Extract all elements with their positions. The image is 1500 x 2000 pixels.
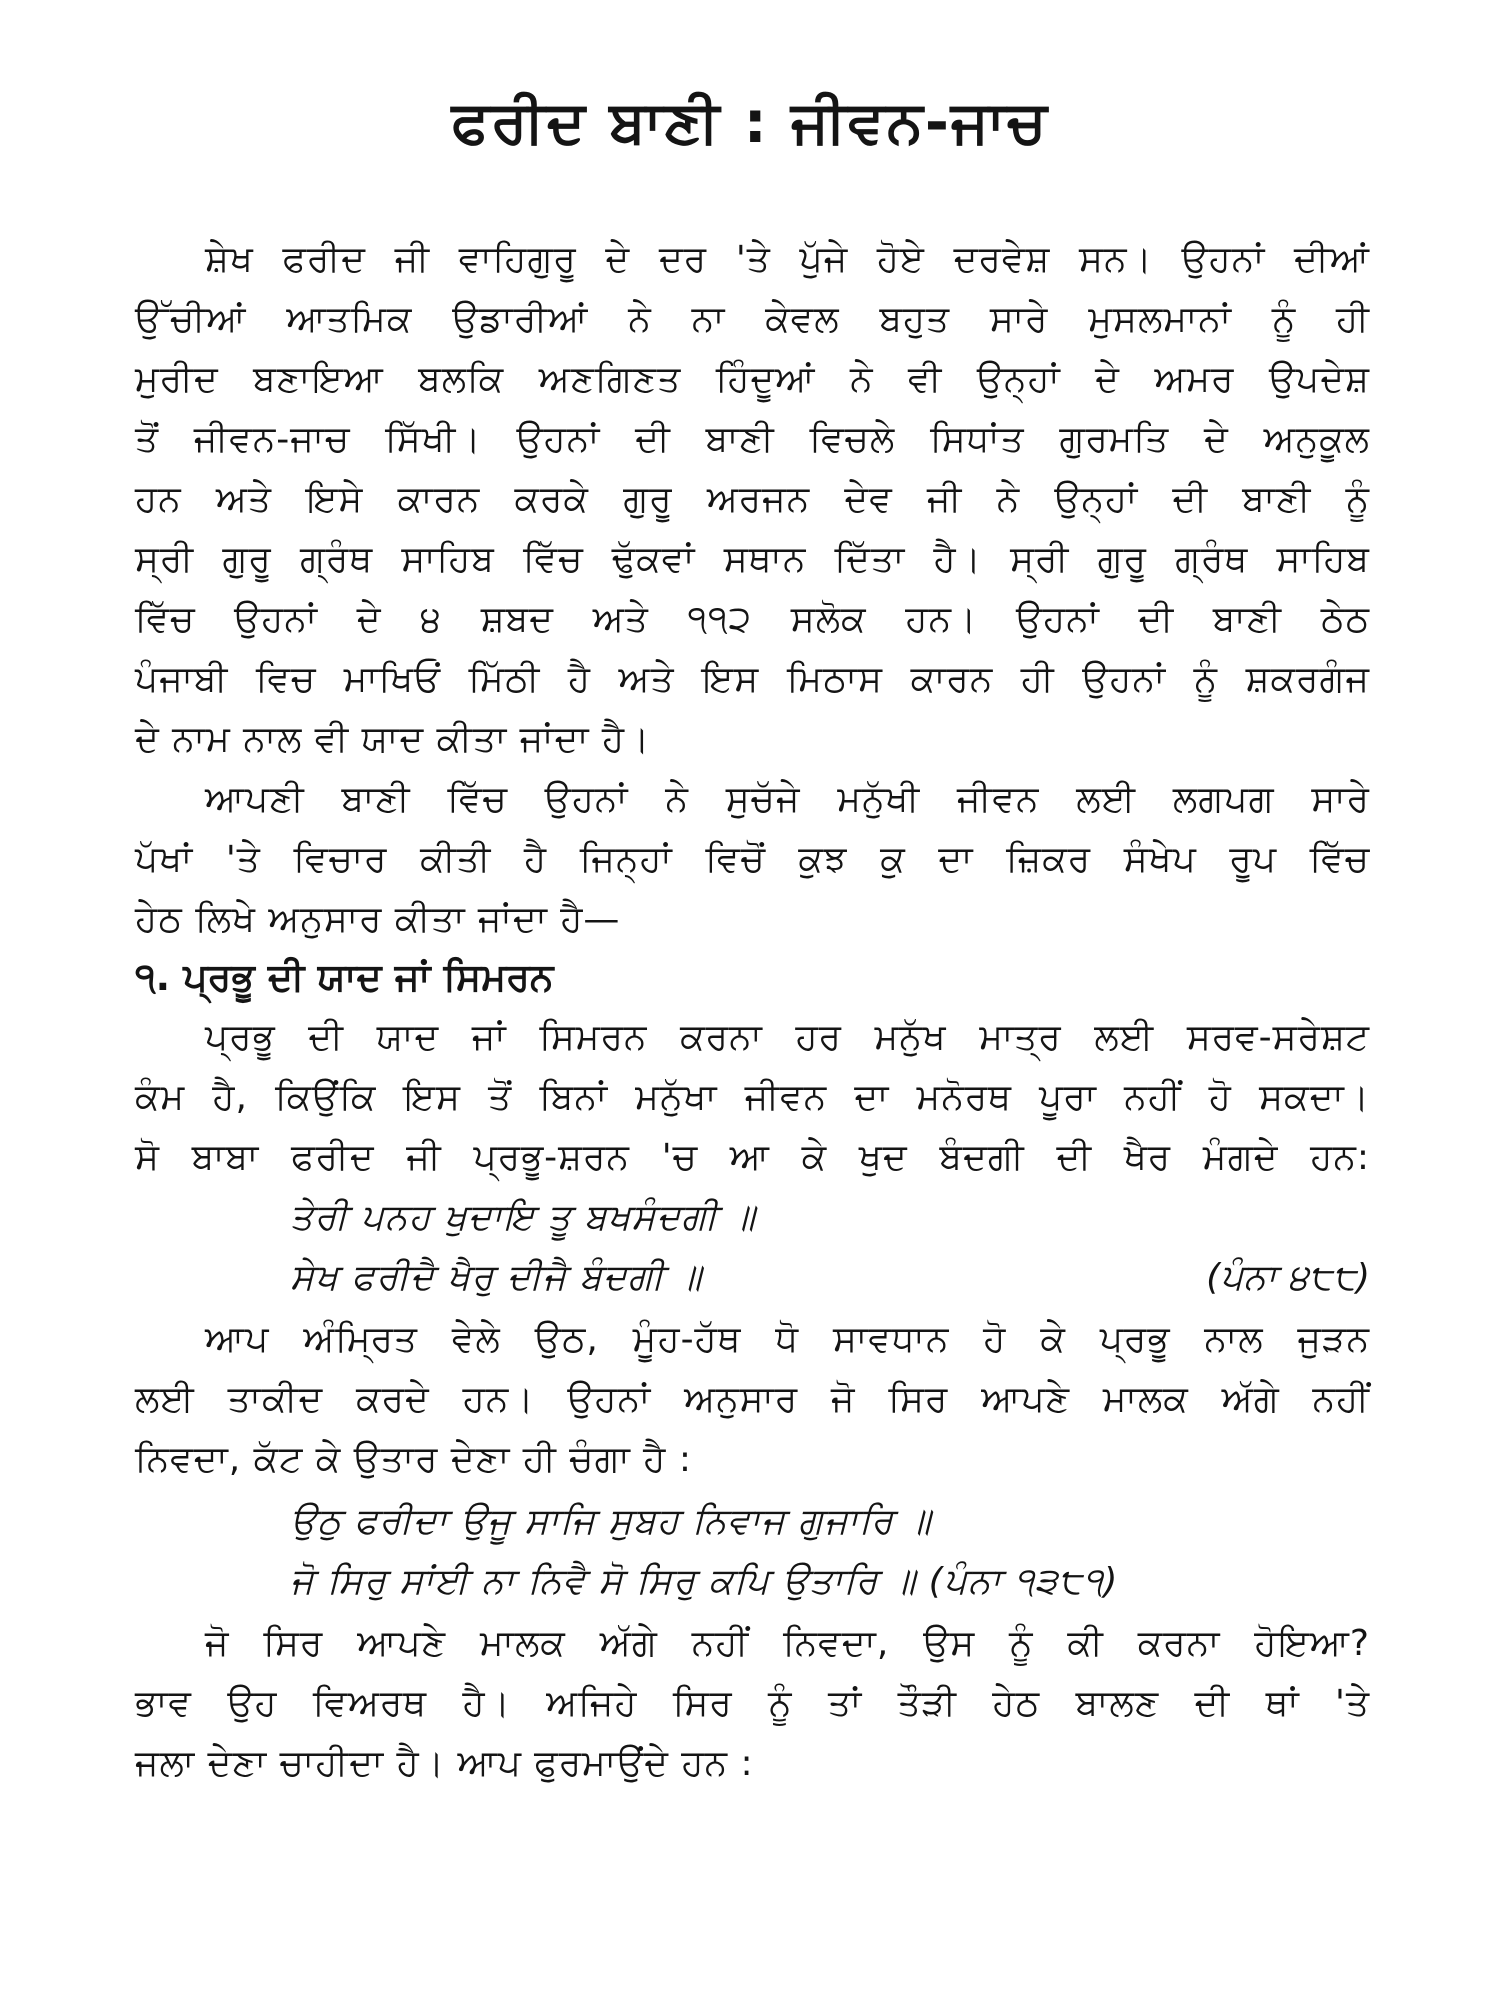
verse-line: ਤੇਰੀ ਪਨਹ ਖੁਦਾਇ ਤੂ ਬਖਸੰਦਗੀ ॥: [290, 1197, 756, 1238]
verse-line: ਜੋ ਸਿਰੁ ਸਾਂਈ ਨਾ ਨਿਵੈ ਸੋ ਸਿਰੁ ਕਪਿ ਉਤਾਰਿ ॥ (ਪੰਨਾ ੧੩੮੧): [290, 1561, 1119, 1602]
paragraph-line: ਕੰਮ ਹੈ, ਕਿਉਂਕਿ ਇਸ ਤੋਂ ਬਿਨਾਂ ਮਨੁੱਖਾ ਜੀਵਨ ਦਾ ਮਨੋਰਥ ਪੂਰਾ ਨਹੀਂ ਹੋ ਸਕਦਾ।: [135, 1077, 1370, 1118]
paragraph-line: ਆਪ ਅੰਮ੍ਰਿਤ ਵੇਲੇ ਉਠ, ਮੂੰਹ-ਹੱਥ ਧੋ ਸਾਵਧਾਨ ਹੋ ਕੇ ਪ੍ਰਭੂ ਨਾਲ ਜੁੜਨ: [205, 1319, 1370, 1360]
paragraph-line: ਸੋ ਬਾਬਾ ਫਰੀਦ ਜੀ ਪ੍ਰਭੂ-ਸ਼ਰਨ 'ਚ ਆ ਕੇ ਖੁਦ ਬੰਦਗੀ ਦੀ ਖੈਰ ਮੰਗਦੇ ਹਨ:: [135, 1137, 1370, 1178]
paragraph-line: ਪੱਖਾਂ 'ਤੇ ਵਿਚਾਰ ਕੀਤੀ ਹੈ ਜਿਨ੍ਹਾਂ ਵਿਚੋਂ ਕੁਝ ਕੁ ਦਾ ਜ਼ਿਕਰ ਸੰਖੇਪ ਰੂਪ ਵਿੱਚ: [135, 839, 1370, 880]
verse-reference: (ਪੰਨਾ ੪੮੮): [1206, 1257, 1370, 1298]
paragraph-line: ਭਾਵ ਉਹ ਵਿਅਰਥ ਹੈ। ਅਜਿਹੇ ਸਿਰ ਨੂੰ ਤਾਂ ਤੌੜੀ ਹੇਠ ਬਾਲਣ ਦੀ ਥਾਂ 'ਤੇ: [135, 1683, 1370, 1724]
page-title: ਫਰੀਦ ਬਾਣੀ : ਜੀਵਨ-ਜਾਚ: [451, 88, 1049, 156]
verse-line: ਉਠੁ ਫਰੀਦਾ ਉਜੂ ਸਾਜਿ ਸੁਬਹ ਨਿਵਾਜ ਗੁਜਾਰਿ ॥: [290, 1501, 932, 1542]
verse-line: ਸੇਖ ਫਰੀਦੈ ਖੈਰੁ ਦੀਜੈ ਬੰਦਗੀ ॥: [290, 1257, 703, 1298]
paragraph-line: ਦੇ ਨਾਮ ਨਾਲ ਵੀ ਯਾਦ ਕੀਤਾ ਜਾਂਦਾ ਹੈ।: [135, 719, 651, 760]
paragraph-line: ਪੰਜਾਬੀ ਵਿਚ ਮਾਖਿਓਂ ਮਿੱਠੀ ਹੈ ਅਤੇ ਇਸ ਮਿਠਾਸ ਕਾਰਨ ਹੀ ਉਹਨਾਂ ਨੂੰ ਸ਼ਕਰਗੰਜ: [135, 659, 1370, 700]
paragraph-line: ਹਨ ਅਤੇ ਇਸੇ ਕਾਰਨ ਕਰਕੇ ਗੁਰੂ ਅਰਜਨ ਦੇਵ ਜੀ ਨੇ ਉਨ੍ਹਾਂ ਦੀ ਬਾਣੀ ਨੂੰ: [135, 479, 1370, 520]
paragraph-line: ਉੱਚੀਆਂ ਆਤਮਿਕ ਉਡਾਰੀਆਂ ਨੇ ਨਾ ਕੇਵਲ ਬਹੁਤ ਸਾਰੇ ਮੁਸਲਮਾਨਾਂ ਨੂੰ ਹੀ: [135, 299, 1370, 340]
paragraph-line: ਤੋਂ ਜੀਵਨ-ਜਾਚ ਸਿੱਖੀ। ਉਹਨਾਂ ਦੀ ਬਾਣੀ ਵਿਚਲੇ ਸਿਧਾਂਤ ਗੁਰਮਤਿ ਦੇ ਅਨੁਕੂਲ: [135, 419, 1370, 460]
paragraph-line: ਸ੍ਰੀ ਗੁਰੂ ਗ੍ਰੰਥ ਸਾਹਿਬ ਵਿੱਚ ਢੁੱਕਵਾਂ ਸਥਾਨ ਦਿੱਤਾ ਹੈ। ਸ੍ਰੀ ਗੁਰੂ ਗ੍ਰੰਥ ਸਾਹਿਬ: [135, 539, 1370, 580]
paragraph-line: ਲਈ ਤਾਕੀਦ ਕਰਦੇ ਹਨ। ਉਹਨਾਂ ਅਨੁਸਾਰ ਜੋ ਸਿਰ ਆਪਣੇ ਮਾਲਕ ਅੱਗੇ ਨਹੀਂ: [135, 1379, 1370, 1420]
paragraph-line: ਜੋ ਸਿਰ ਆਪਣੇ ਮਾਲਕ ਅੱਗੇ ਨਹੀਂ ਨਿਵਦਾ, ਉਸ ਨੂੰ ਕੀ ਕਰਨਾ ਹੋਇਆ?: [205, 1623, 1370, 1664]
paragraph-line: ਜਲਾ ਦੇਣਾ ਚਾਹੀਦਾ ਹੈ। ਆਪ ਫੁਰਮਾਉਂਦੇ ਹਨ :: [135, 1743, 754, 1784]
paragraph-line: ਨਿਵਦਾ, ਕੱਟ ਕੇ ਉਤਾਰ ਦੇਣਾ ਹੀ ਚੰਗਾ ਹੈ :: [135, 1439, 692, 1480]
paragraph-line: ਮੁਰੀਦ ਬਣਾਇਆ ਬਲਕਿ ਅਣਗਿਣਤ ਹਿੰਦੂਆਂ ਨੇ ਵੀ ਉਨ੍ਹਾਂ ਦੇ ਅਮਰ ਉਪਦੇਸ਼: [135, 359, 1370, 400]
paragraph-line: ਵਿੱਚ ਉਹਨਾਂ ਦੇ ੪ ਸ਼ਬਦ ਅਤੇ ੧੧੨ ਸਲੋਕ ਹਨ। ਉਹਨਾਂ ਦੀ ਬਾਣੀ ਠੇਠ: [135, 599, 1370, 640]
paragraph-line: ਹੇਠ ਲਿਖੇ ਅਨੁਸਾਰ ਕੀਤਾ ਜਾਂਦਾ ਹੈ—: [135, 899, 621, 940]
paragraph-line: ਪ੍ਰਭੂ ਦੀ ਯਾਦ ਜਾਂ ਸਿਮਰਨ ਕਰਨਾ ਹਰ ਮਨੁੱਖ ਮਾਤ੍ਰ ਲਈ ਸਰਵ-ਸਰੇਸ਼ਟ: [205, 1017, 1370, 1058]
section-heading: ੧. ਪ੍ਰਭੂ ਦੀ ਯਾਦ ਜਾਂ ਸਿਮਰਨ: [135, 955, 554, 999]
paragraph-line: ਸ਼ੇਖ ਫਰੀਦ ਜੀ ਵਾਹਿਗੁਰੂ ਦੇ ਦਰ 'ਤੇ ਪੁੱਜੇ ਹੋਏ ਦਰਵੇਸ਼ ਸਨ। ਉਹਨਾਂ ਦੀਆਂ: [205, 239, 1370, 280]
paragraph-line: ਆਪਣੀ ਬਾਣੀ ਵਿੱਚ ਉਹਨਾਂ ਨੇ ਸੁਚੱਜੇ ਮਨੁੱਖੀ ਜੀਵਨ ਲਈ ਲਗਪਗ ਸਾਰੇ: [205, 779, 1370, 820]
